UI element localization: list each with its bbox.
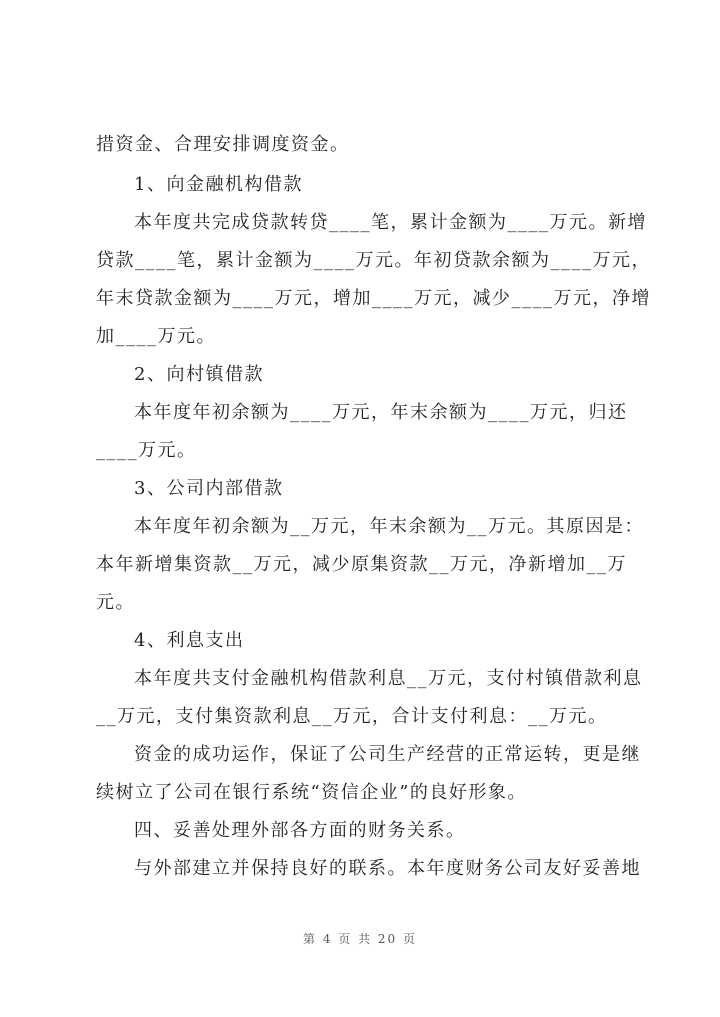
paragraph-line: __万元，支付集资款利息__万元，合计支付利息：__万元。 [96, 706, 608, 727]
paragraph-line: ____万元。 [96, 440, 197, 461]
paragraph-line: 资金的成功运作，保证了公司生产经营的正常运转，更是继 [134, 744, 641, 765]
paragraph-line: 年末贷款金额为____万元，增加____万元，减少____万元，净增 [96, 288, 651, 309]
paragraph-line: 本年度共支付金融机构借款利息__万元，支付村镇借款利息 [134, 668, 643, 689]
paragraph-line: 本年度年初余额为__万元，年末余额为__万元。其原因是： [134, 516, 644, 537]
paragraph-line: 贷款____笔，累计金额为____万元。年初贷款余额为____万元， [96, 250, 651, 271]
paragraph-line: 本年新增集资款__万元，减少原集资款__万元，净新增加__万 [96, 554, 627, 575]
paragraph-line: 措资金、合理安排调度资金。 [96, 134, 350, 155]
section-heading: 2、向村镇借款 [134, 364, 264, 385]
section-heading: 四、妥善处理外部各方面的财务关系。 [134, 820, 466, 841]
section-heading: 4、利息支出 [134, 630, 245, 651]
paragraph-line: 本年度年初余额为____万元，年末余额为____万元，归还 [134, 402, 628, 423]
paragraph-line: 加____万元。 [96, 326, 216, 347]
page-number-footer: 第 4 页 共 20 页 [303, 932, 417, 946]
paragraph-line: 本年度共完成贷款转贷____笔，累计金额为____万元。新增 [134, 212, 647, 233]
section-heading: 3、公司内部借款 [134, 478, 284, 499]
paragraph-line: 元。 [96, 592, 135, 613]
paragraph-line: 与外部建立并保持良好的联系。本年度财务公司友好妥善地 [134, 858, 641, 879]
section-heading: 1、向金融机构借款 [134, 174, 303, 195]
paragraph-line: 续树立了公司在银行系统“资信企业”的良好形象。 [96, 782, 527, 803]
